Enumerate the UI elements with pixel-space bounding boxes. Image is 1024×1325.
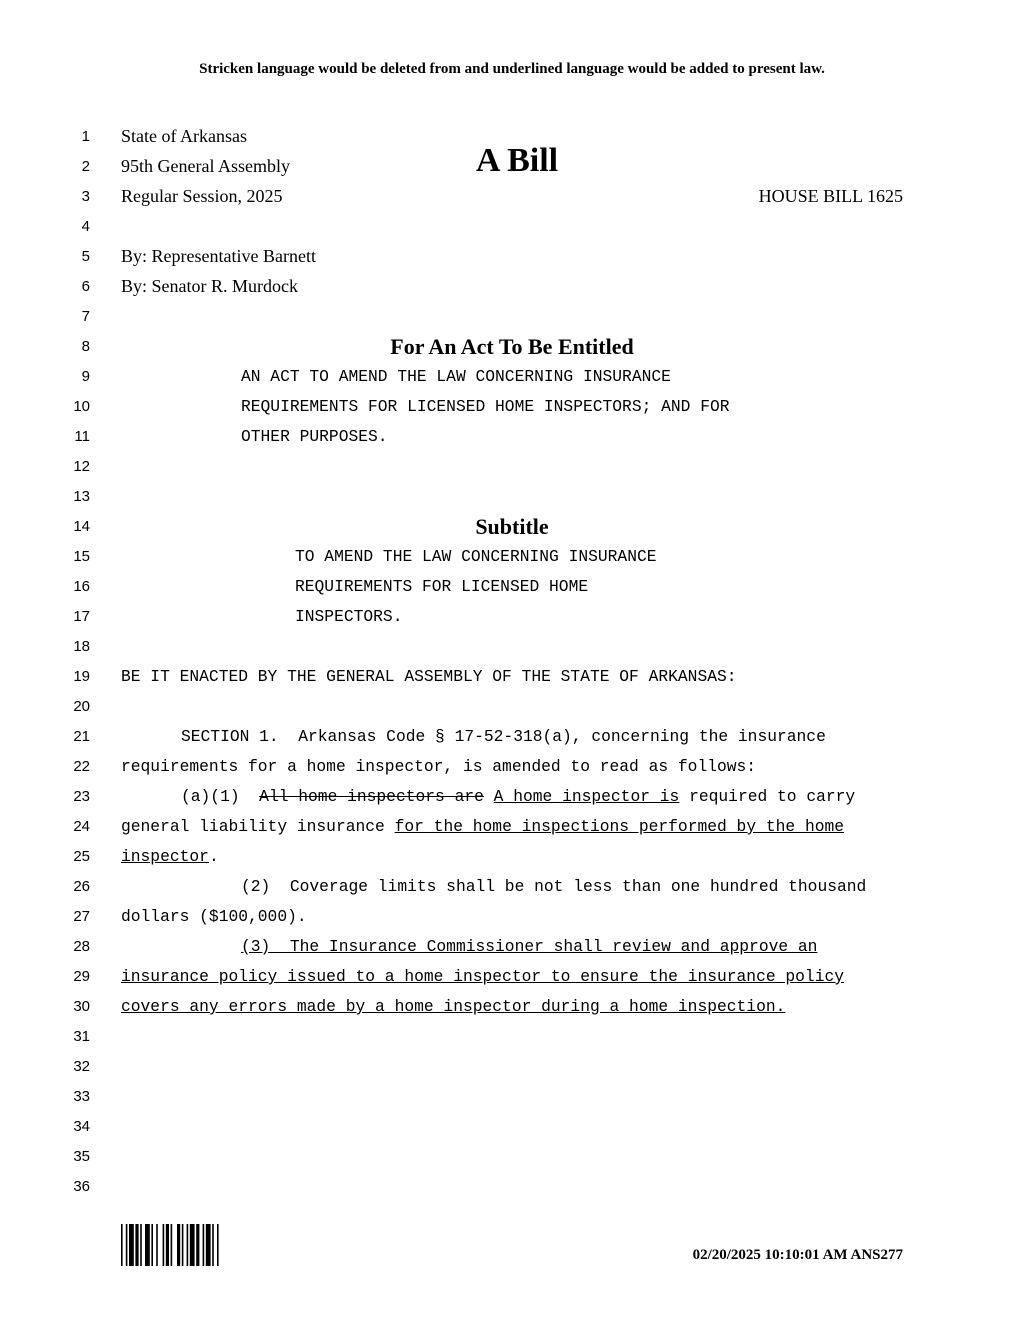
line-number: 10 <box>73 398 90 415</box>
bill-number: HOUSE BILL 1625 <box>758 186 903 206</box>
document-line-23 <box>0 784 1024 814</box>
existing-text: . <box>208 847 219 866</box>
document-line-1 <box>0 124 1024 154</box>
added-text: (3) The Insurance Commissioner shall review and approve an <box>241 937 818 956</box>
line-number: 2 <box>81 158 90 175</box>
line-number: 13 <box>73 488 90 505</box>
document-line-27 <box>0 904 1024 934</box>
session: Regular Session, 2025 <box>121 186 283 206</box>
document-line-12 <box>0 454 1024 484</box>
line-number: 3 <box>81 188 90 205</box>
document-line-29 <box>0 964 1024 994</box>
line-number: 34 <box>73 1118 90 1135</box>
document-line-8 <box>0 334 1024 364</box>
line-number: 31 <box>73 1028 90 1045</box>
subtitle-line: REQUIREMENTS FOR LICENSED HOME <box>295 577 589 596</box>
line-number: 7 <box>81 308 90 325</box>
document-line-20 <box>0 694 1024 724</box>
document-line-17 <box>0 604 1024 634</box>
line-number: 23 <box>73 788 90 805</box>
line-number: 21 <box>73 728 90 745</box>
document-line-2 <box>0 154 1024 184</box>
line-number: 16 <box>73 578 90 595</box>
enacting-clause: BE IT ENACTED BY THE GENERAL ASSEMBLY OF THE STATE OF ARKANSAS: <box>121 667 737 686</box>
line-number: 24 <box>73 818 90 835</box>
act-title-line: REQUIREMENTS FOR LICENSED HOME INSPECTORS; AND FOR <box>241 397 730 416</box>
document-line-4 <box>0 214 1024 244</box>
document-line-26 <box>0 874 1024 904</box>
section-1-text: requirements for a home inspector, is amended to read as follows: <box>121 757 757 776</box>
line-number: 17 <box>73 608 90 625</box>
act-title-line: OTHER PURPOSES. <box>241 427 388 446</box>
line-number: 9 <box>81 368 90 385</box>
document-line-16 <box>0 574 1024 604</box>
document-line-15 <box>0 544 1024 574</box>
general-assembly: 95th General Assembly <box>121 156 290 176</box>
line-number: 22 <box>73 758 90 775</box>
added-text: for the home inspections performed by the home <box>394 817 845 836</box>
document-line-30 <box>0 994 1024 1024</box>
line-number: 27 <box>73 908 90 925</box>
document-line-22 <box>0 754 1024 784</box>
section-1-text <box>121 847 219 866</box>
document-line-32 <box>0 1054 1024 1084</box>
document-line-24 <box>0 814 1024 844</box>
existing-text: required to carry <box>689 787 856 806</box>
document-line-31 <box>0 1024 1024 1054</box>
document-line-6 <box>0 274 1024 304</box>
line-number: 32 <box>73 1058 90 1075</box>
document-line-36 <box>0 1174 1024 1204</box>
document-line-35 <box>0 1144 1024 1174</box>
added-text: A home inspector is <box>493 787 680 806</box>
document-line-5 <box>0 244 1024 274</box>
document-line-18 <box>0 634 1024 664</box>
subtitle-line: TO AMEND THE LAW CONCERNING INSURANCE <box>295 547 657 566</box>
section-1-text <box>181 787 855 806</box>
document-line-33 <box>0 1084 1024 1114</box>
barcode-icon <box>121 1224 249 1266</box>
stricken-text: All home inspectors are <box>259 787 484 806</box>
document-line-10 <box>0 394 1024 424</box>
document-line-11 <box>0 424 1024 454</box>
document-line-34 <box>0 1114 1024 1144</box>
line-number: 36 <box>73 1178 90 1195</box>
line-number: 1 <box>81 128 90 145</box>
line-number: 30 <box>73 998 90 1015</box>
line-number: 35 <box>73 1148 90 1165</box>
section-1-text <box>121 817 844 836</box>
line-number: 20 <box>73 698 90 715</box>
bill-title: A Bill <box>475 142 559 179</box>
line-number: 5 <box>81 248 90 265</box>
line-number: 8 <box>81 338 90 355</box>
line-number: 33 <box>73 1088 90 1105</box>
line-number: 25 <box>73 848 90 865</box>
document-line-3 <box>0 184 1024 214</box>
line-number: 6 <box>81 278 90 295</box>
existing-text: general liability insurance <box>121 817 385 836</box>
section-1-text: (2) Coverage limits shall be not less than one hundred thousand <box>241 877 867 896</box>
line-number: 12 <box>73 458 90 475</box>
document-line-28 <box>0 934 1024 964</box>
section-1-text: SECTION 1. Arkansas Code § 17-52-318(a), concerning the insurance <box>181 727 826 746</box>
added-text: inspector <box>121 847 209 866</box>
subtitle-line: INSPECTORS. <box>295 607 403 626</box>
document-timestamp: 02/20/2025 10:10:01 AM ANS277 <box>692 1247 903 1263</box>
document-line-9 <box>0 364 1024 394</box>
section-1-text: dollars ($100,000). <box>121 907 307 926</box>
added-text: insurance policy issued to a home inspector to ensure the insurance policy <box>121 967 845 986</box>
line-number: 15 <box>73 548 90 565</box>
state-name: State of Arkansas <box>121 126 247 146</box>
sponsor-representative: By: Representative Barnett <box>121 246 316 266</box>
line-number: 14 <box>73 518 90 535</box>
line-number: 29 <box>73 968 90 985</box>
line-number: 18 <box>73 638 90 655</box>
document-line-14 <box>0 514 1024 544</box>
document-line-7 <box>0 304 1024 334</box>
line-number: 11 <box>74 428 90 445</box>
amendment-notice: Stricken language would be deleted from and underlined language would be added to present law. <box>199 61 825 77</box>
sponsor-senator: By: Senator R. Murdock <box>121 276 298 296</box>
act-title-line: AN ACT TO AMEND THE LAW CONCERNING INSURANCE <box>241 367 671 386</box>
line-number: 19 <box>73 668 90 685</box>
subtitle-heading: Subtitle <box>475 514 549 539</box>
document-line-19 <box>0 664 1024 694</box>
line-number: 28 <box>73 938 90 955</box>
document-line-25 <box>0 844 1024 874</box>
added-text: covers any errors made by a home inspector during a home inspection. <box>121 997 786 1016</box>
subsection-label: (a)(1) <box>181 787 240 806</box>
line-number: 4 <box>81 218 90 235</box>
document-line-13 <box>0 484 1024 514</box>
document-line-21 <box>0 724 1024 754</box>
entitled-heading: For An Act To Be Entitled <box>390 334 634 359</box>
line-number: 26 <box>73 878 90 895</box>
